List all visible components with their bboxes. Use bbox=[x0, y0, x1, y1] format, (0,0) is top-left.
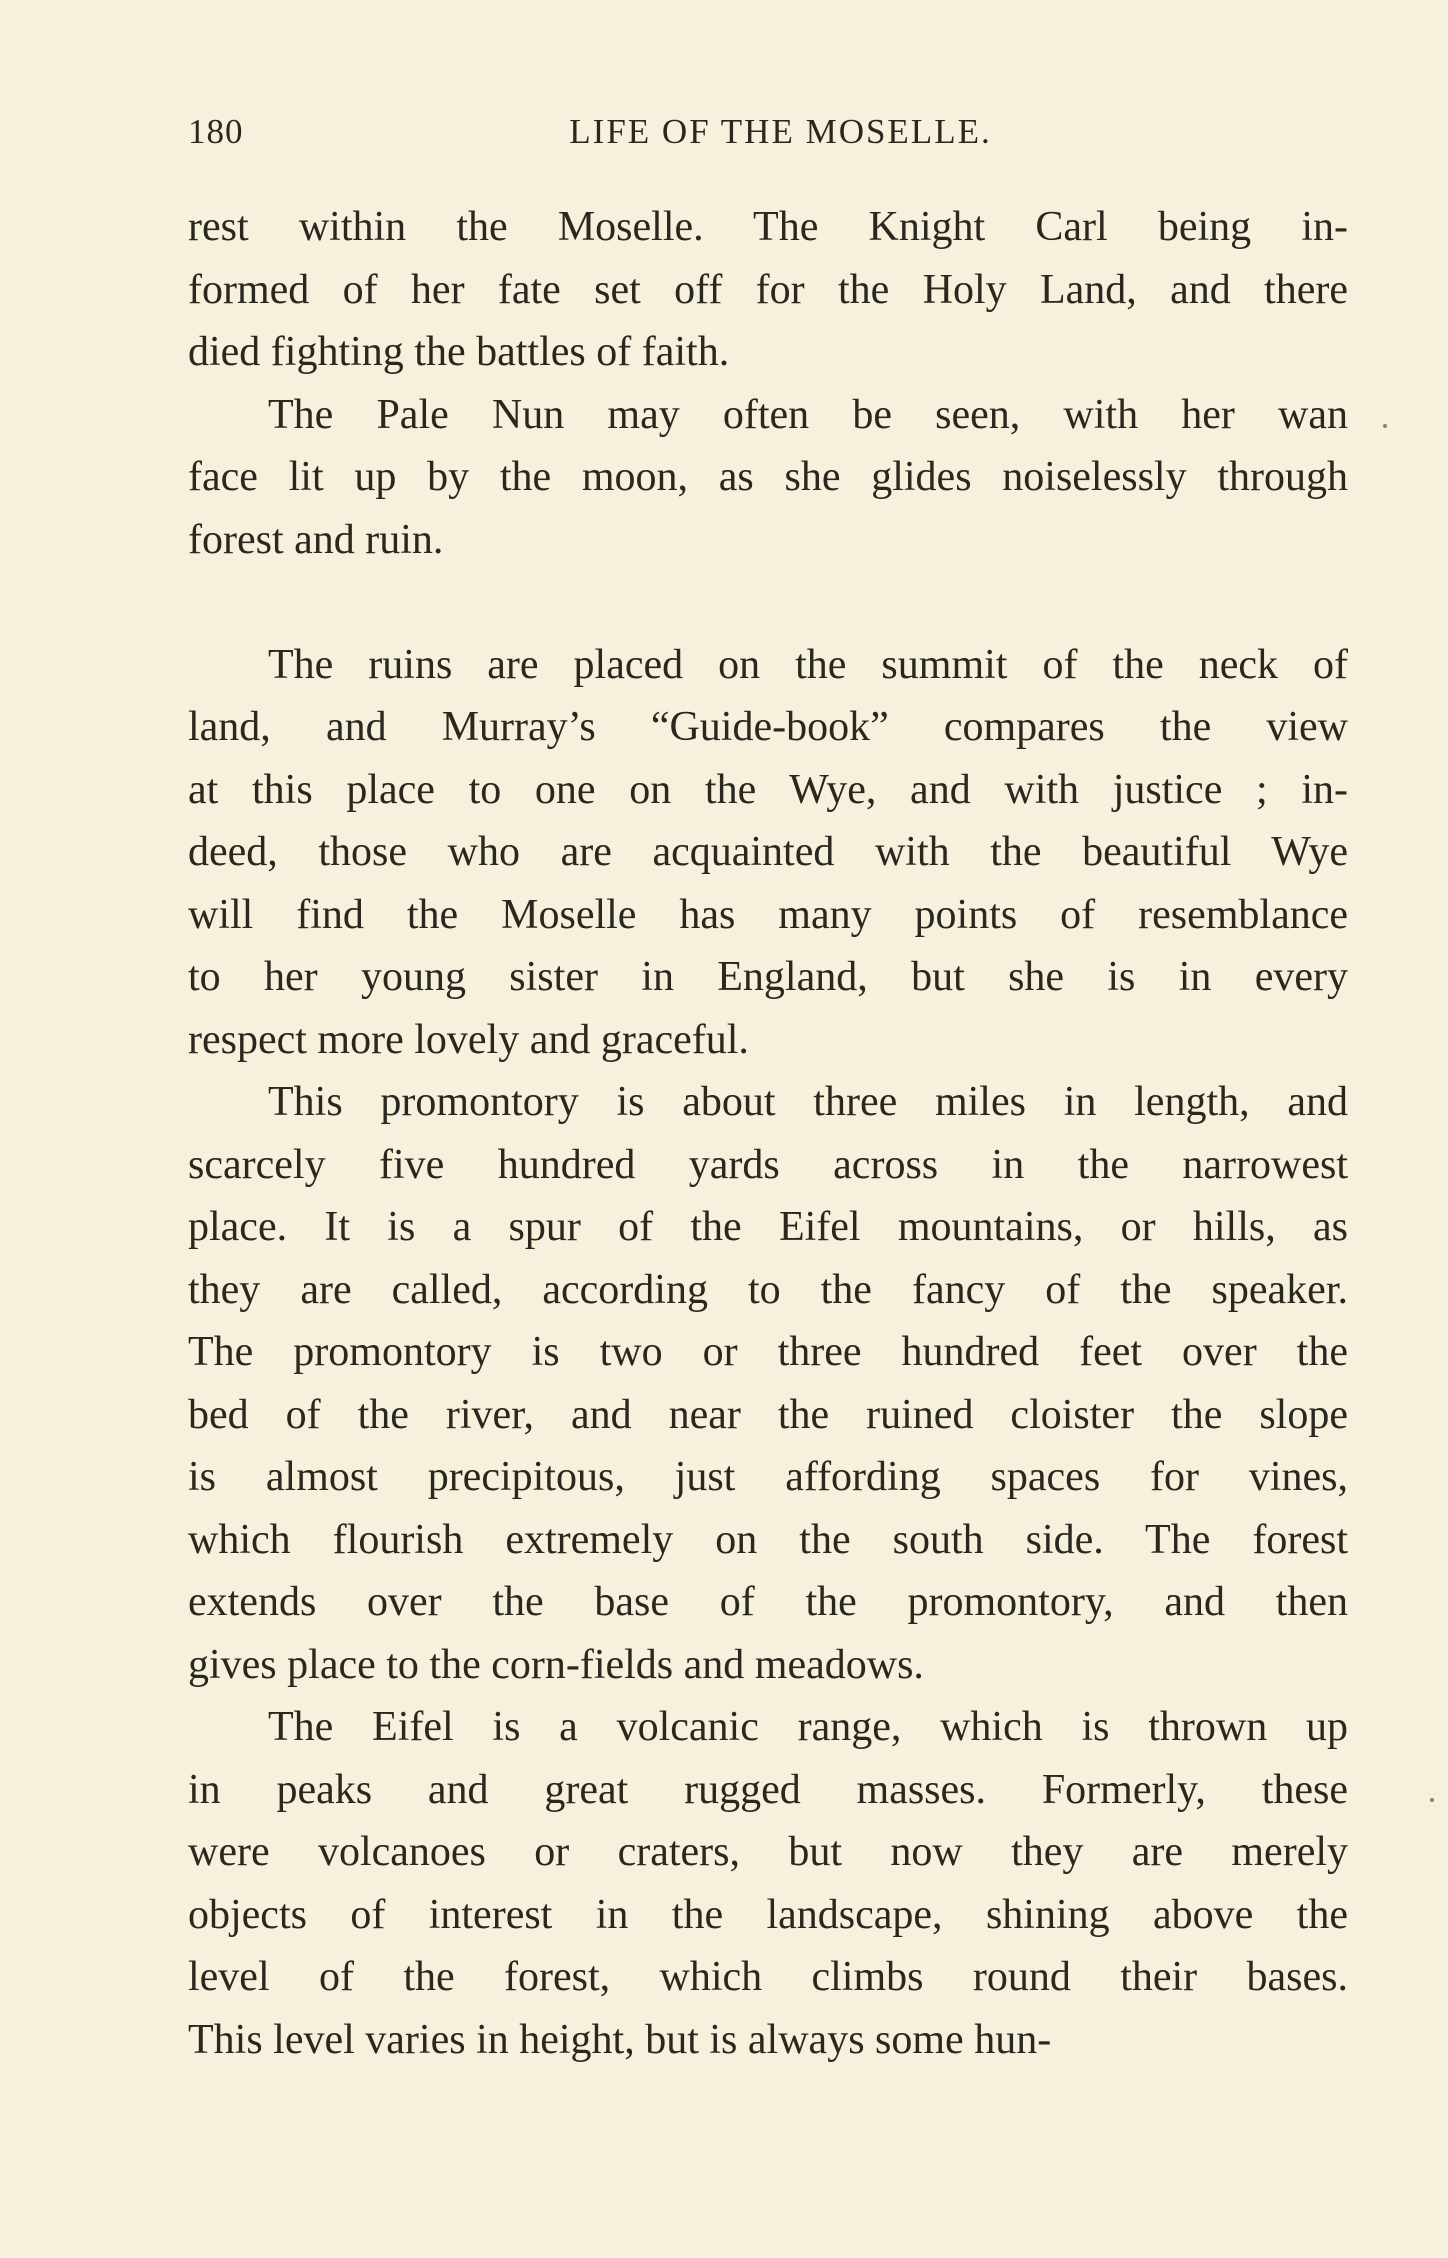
text-line: The promontory is two or three hundred feet over the bbox=[188, 1329, 1348, 1375]
paragraph bbox=[188, 384, 1348, 572]
text-line: deed, those who are acquainted with the beautiful Wye bbox=[188, 829, 1348, 875]
section-break bbox=[188, 571, 1348, 634]
text-line: they are called, according to the fancy of the speaker. bbox=[188, 1266, 1348, 1313]
text-line: land, and Murray’s “Guide-book” compares the view bbox=[188, 704, 1348, 750]
text-line: level of the forest, which climbs round their bases. bbox=[188, 1954, 1348, 2000]
text-line: face lit up by the moon, as she glides noiselessly through bbox=[188, 454, 1348, 500]
text-line: is almost precipitous, just affording spaces for vines, bbox=[188, 1454, 1348, 1500]
text-line: scarcely five hundred yards across in the narrowest bbox=[188, 1141, 1348, 1188]
text-line: respect more lovely and graceful. bbox=[188, 1016, 749, 1063]
text-line: The ruins are placed on the summit of the neck of bbox=[268, 641, 1348, 688]
running-title: LIFE OF THE MOSELLE. bbox=[569, 112, 992, 151]
text-line: objects of interest in the landscape, shining above the bbox=[188, 1891, 1348, 1938]
paragraph bbox=[188, 1696, 1348, 2071]
text-line: in peaks and great rugged masses. Formerly, these bbox=[188, 1766, 1348, 1813]
text-line: which flourish extremely on the south side. The forest bbox=[188, 1516, 1348, 1563]
text-line: place. It is a spur of the Eifel mountains, or hills, as bbox=[188, 1204, 1348, 1250]
text-line: to her young sister in England, but she is in every bbox=[188, 954, 1348, 1000]
text-line: extends over the base of the promontory, and then bbox=[188, 1579, 1348, 1625]
text-line: forest and ruin. bbox=[188, 516, 444, 563]
text-line: This level varies in height, but is always some hun- bbox=[188, 2016, 1052, 2063]
text-line: bed of the river, and near the ruined cloister the slope bbox=[188, 1391, 1348, 1438]
text-line: The Eifel is a volcanic range, which is thrown up bbox=[268, 1704, 1348, 1750]
text-line: The Pale Nun may often be seen, with her wan bbox=[268, 391, 1348, 438]
paragraph bbox=[188, 196, 1348, 384]
text-line: were volcanoes or craters, but now they are merely bbox=[188, 1829, 1348, 1875]
text-line: rest within the Moselle. The Knight Carl being in- bbox=[188, 204, 1348, 250]
text-line: This promontory is about three miles in length, and bbox=[268, 1079, 1348, 1125]
page-header bbox=[188, 112, 1353, 162]
paragraph bbox=[188, 634, 1348, 1072]
margin-mark bbox=[1430, 1798, 1434, 1802]
margin-mark bbox=[1383, 424, 1387, 428]
text-line: will find the Moselle has many points of resemblance bbox=[188, 891, 1348, 938]
text-line: gives place to the corn-fields and meadows. bbox=[188, 1641, 924, 1688]
body-text bbox=[188, 196, 1348, 2071]
text-line: died fighting the battles of faith. bbox=[188, 329, 730, 375]
text-line: formed of her fate set off for the Holy Land, and there bbox=[188, 266, 1348, 313]
text-line: at this place to one on the Wye, and with justice ; in- bbox=[188, 766, 1348, 813]
paragraph bbox=[188, 1071, 1348, 1696]
page-number: 180 bbox=[188, 112, 244, 151]
